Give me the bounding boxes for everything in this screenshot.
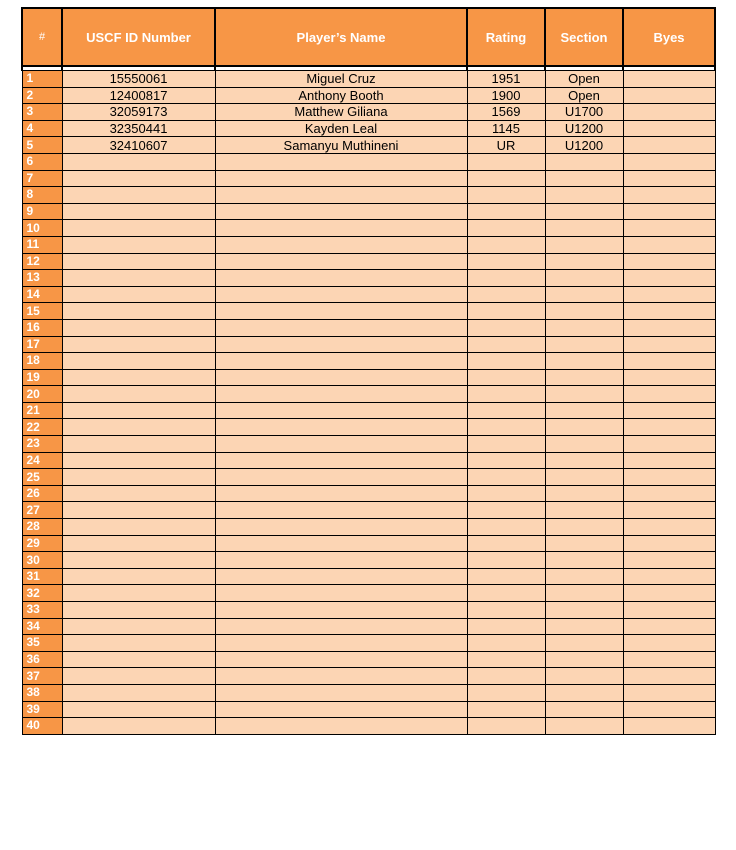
table-row [22,153,715,170]
byes-cell [623,369,715,386]
byes-cell [623,502,715,519]
table-body [22,71,715,735]
uscf-id-cell [62,701,215,718]
uscf-id-cell [62,419,215,436]
section-cell [545,519,623,536]
rating-cell [467,684,545,701]
uscf-id-cell [62,270,215,287]
player-name-cell [215,485,467,502]
column-header-section: Section [545,8,623,66]
uscf-id-cell [62,203,215,220]
uscf-id-cell [62,402,215,419]
uscf-id-cell [62,618,215,635]
uscf-id-cell [62,668,215,685]
column-header-rating: Rating [467,8,545,66]
table-row [22,585,715,602]
section-cell [545,535,623,552]
table-row [22,519,715,536]
section-cell [545,303,623,320]
section-cell [545,668,623,685]
byes-cell [623,236,715,253]
uscf-id-cell: 15550061 [62,71,215,88]
byes-cell [623,684,715,701]
rating-cell [467,635,545,652]
byes-cell [623,336,715,353]
player-name-cell [215,684,467,701]
uscf-id-cell [62,369,215,386]
row-number-cell: 4 [22,120,62,137]
byes-cell [623,170,715,187]
rating-cell [467,701,545,718]
player-name-cell [215,319,467,336]
uscf-id-cell [62,502,215,519]
table-row [22,336,715,353]
section-cell [545,502,623,519]
uscf-id-cell [62,236,215,253]
table-row [22,684,715,701]
uscf-id-cell [62,535,215,552]
row-number-cell: 7 [22,170,62,187]
row-number-cell: 28 [22,519,62,536]
table-row [22,419,715,436]
rating-cell [467,419,545,436]
row-number-cell: 20 [22,386,62,403]
byes-cell [623,319,715,336]
player-name-cell [215,602,467,619]
section-cell [545,336,623,353]
row-number-cell: 1 [22,71,62,88]
byes-cell [623,668,715,685]
row-number-cell: 39 [22,701,62,718]
byes-cell [623,602,715,619]
row-number-cell: 8 [22,187,62,204]
row-number-cell: 33 [22,602,62,619]
row-number-cell: 12 [22,253,62,270]
player-name-cell [215,236,467,253]
player-name-cell [215,502,467,519]
table-row [22,220,715,237]
uscf-id-cell [62,353,215,370]
table-header [22,8,715,71]
row-number-cell: 18 [22,353,62,370]
table-row [22,668,715,685]
byes-cell [623,153,715,170]
row-number-cell: 2 [22,87,62,104]
byes-cell [623,585,715,602]
rating-cell: 1951 [467,71,545,88]
byes-cell [623,469,715,486]
table-row [22,319,715,336]
uscf-id-cell: 32350441 [62,120,215,137]
player-name-cell: Miguel Cruz [215,71,467,88]
row-number-cell: 10 [22,220,62,237]
player-name-cell [215,701,467,718]
rating-cell [467,568,545,585]
byes-cell [623,203,715,220]
table-row [22,552,715,569]
rating-cell [467,585,545,602]
section-cell [545,602,623,619]
player-name-cell [215,220,467,237]
byes-cell [623,436,715,453]
player-name-cell [215,651,467,668]
uscf-id-cell [62,718,215,735]
row-number-cell: 40 [22,718,62,735]
player-name-cell [215,353,467,370]
player-name-cell [215,585,467,602]
rating-cell [467,170,545,187]
player-name-cell [215,270,467,287]
player-name-cell [215,718,467,735]
table-row [22,137,715,154]
rating-cell [467,286,545,303]
rating-cell [467,253,545,270]
row-number-cell: 32 [22,585,62,602]
row-number-cell: 3 [22,104,62,121]
table-row [22,568,715,585]
section-cell [545,319,623,336]
table-row [22,402,715,419]
uscf-id-cell [62,319,215,336]
rating-cell [467,386,545,403]
header-row [22,8,715,66]
row-number-cell: 24 [22,452,62,469]
section-cell [545,353,623,370]
uscf-id-cell [62,386,215,403]
byes-cell [623,519,715,536]
byes-cell [623,718,715,735]
byes-cell [623,104,715,121]
section-cell [545,701,623,718]
section-cell [545,236,623,253]
rating-cell: 1569 [467,104,545,121]
rating-cell [467,502,545,519]
uscf-id-cell [62,436,215,453]
table-row [22,369,715,386]
section-cell: Open [545,71,623,88]
player-name-cell [215,303,467,320]
uscf-id-cell [62,485,215,502]
player-name-cell [215,469,467,486]
uscf-id-cell [62,635,215,652]
section-cell: Open [545,87,623,104]
byes-cell [623,552,715,569]
row-number-cell: 21 [22,402,62,419]
player-name-cell: Samanyu Muthineni [215,137,467,154]
rating-cell [467,618,545,635]
table-row [22,104,715,121]
rating-cell [467,220,545,237]
uscf-id-cell [62,286,215,303]
rating-cell [467,402,545,419]
row-number-cell: 38 [22,684,62,701]
row-number-cell: 14 [22,286,62,303]
table-row [22,436,715,453]
rating-cell [467,236,545,253]
player-name-cell [215,668,467,685]
row-number-cell: 37 [22,668,62,685]
row-number-cell: 17 [22,336,62,353]
section-cell [545,552,623,569]
rating-cell [467,369,545,386]
uscf-id-cell [62,187,215,204]
row-number-cell: 36 [22,651,62,668]
uscf-id-cell [62,519,215,536]
section-cell [545,187,623,204]
uscf-id-cell [62,153,215,170]
row-number-cell: 34 [22,618,62,635]
row-number-cell: 5 [22,137,62,154]
player-name-cell [215,187,467,204]
table-row [22,236,715,253]
section-cell [545,253,623,270]
section-cell [545,369,623,386]
player-name-cell: Matthew Giliana [215,104,467,121]
uscf-id-cell: 12400817 [62,87,215,104]
section-cell [545,436,623,453]
table-row [22,303,715,320]
row-number-cell: 11 [22,236,62,253]
byes-cell [623,187,715,204]
row-number-cell: 6 [22,153,62,170]
player-name-cell [215,635,467,652]
table-row [22,353,715,370]
player-name-cell [215,436,467,453]
player-name-cell [215,336,467,353]
section-cell [545,452,623,469]
byes-cell [623,452,715,469]
uscf-id-cell [62,552,215,569]
uscf-id-cell [62,303,215,320]
rating-cell [467,469,545,486]
uscf-id-cell [62,568,215,585]
table-row [22,71,715,88]
table-row [22,253,715,270]
player-name-cell [215,519,467,536]
rating-cell [467,319,545,336]
table-row [22,635,715,652]
row-number-cell: 16 [22,319,62,336]
section-cell [545,402,623,419]
table-row [22,386,715,403]
table-row [22,651,715,668]
player-name-cell [215,369,467,386]
rating-cell [467,353,545,370]
table-row [22,452,715,469]
section-cell [545,419,623,436]
section-cell [545,386,623,403]
uscf-id-cell [62,602,215,619]
section-cell [545,153,623,170]
byes-cell [623,618,715,635]
player-name-cell [215,452,467,469]
section-cell [545,651,623,668]
row-number-cell: 15 [22,303,62,320]
section-cell: U1200 [545,137,623,154]
row-number-cell: 27 [22,502,62,519]
table-row [22,701,715,718]
column-header-byes: Byes [623,8,715,66]
rating-cell [467,602,545,619]
rating-cell: 1145 [467,120,545,137]
byes-cell [623,701,715,718]
table-row [22,286,715,303]
rating-cell: UR [467,137,545,154]
section-cell [545,618,623,635]
rating-cell [467,270,545,287]
section-cell [545,469,623,486]
uscf-id-cell [62,684,215,701]
byes-cell [623,419,715,436]
byes-cell [623,120,715,137]
byes-cell [623,303,715,320]
row-number-cell: 22 [22,419,62,436]
rating-cell [467,187,545,204]
uscf-id-cell [62,170,215,187]
table-row [22,203,715,220]
section-cell: U1200 [545,120,623,137]
player-name-cell [215,203,467,220]
byes-cell [623,535,715,552]
player-name-cell [215,170,467,187]
table-row [22,270,715,287]
player-name-cell: Anthony Booth [215,87,467,104]
table-row [22,502,715,519]
section-cell [545,220,623,237]
table-row [22,120,715,137]
table-row [22,618,715,635]
row-number-cell: 25 [22,469,62,486]
rating-cell [467,535,545,552]
uscf-id-cell [62,220,215,237]
row-number-cell: 9 [22,203,62,220]
byes-cell [623,137,715,154]
uscf-id-cell [62,651,215,668]
rating-cell [467,203,545,220]
column-header-number: # [22,8,62,66]
uscf-id-cell: 32059173 [62,104,215,121]
rating-cell [467,668,545,685]
player-name-cell [215,568,467,585]
player-name-cell [215,386,467,403]
byes-cell [623,353,715,370]
byes-cell [623,402,715,419]
section-cell [545,568,623,585]
player-name-cell [215,535,467,552]
section-cell [545,684,623,701]
section-cell [545,635,623,652]
section-cell [545,270,623,287]
byes-cell [623,286,715,303]
column-header-uscf-id: USCF ID Number [62,8,215,66]
uscf-id-cell [62,585,215,602]
rating-cell [467,336,545,353]
column-header-player-name: Player’s Name [215,8,467,66]
row-number-cell: 30 [22,552,62,569]
byes-cell [623,71,715,88]
player-name-cell [215,419,467,436]
rating-cell [467,718,545,735]
table-row [22,187,715,204]
player-roster-table [21,7,716,735]
row-number-cell: 26 [22,485,62,502]
section-cell: U1700 [545,104,623,121]
uscf-id-cell [62,253,215,270]
row-number-cell: 31 [22,568,62,585]
table-row [22,718,715,735]
row-number-cell: 23 [22,436,62,453]
table-row [22,535,715,552]
byes-cell [623,220,715,237]
rating-cell [467,552,545,569]
byes-cell [623,253,715,270]
rating-cell [467,436,545,453]
uscf-id-cell [62,452,215,469]
table-row [22,87,715,104]
player-name-cell [215,153,467,170]
table-row [22,602,715,619]
uscf-id-cell [62,469,215,486]
uscf-id-cell: 32410607 [62,137,215,154]
row-number-cell: 19 [22,369,62,386]
rating-cell [467,519,545,536]
player-name-cell [215,402,467,419]
section-cell [545,485,623,502]
row-number-cell: 13 [22,270,62,287]
section-cell [545,170,623,187]
player-name-cell [215,618,467,635]
section-cell [545,286,623,303]
player-name-cell [215,253,467,270]
byes-cell [623,485,715,502]
rating-cell [467,485,545,502]
byes-cell [623,635,715,652]
table-row [22,469,715,486]
player-name-cell [215,552,467,569]
byes-cell [623,651,715,668]
byes-cell [623,87,715,104]
rating-cell [467,452,545,469]
byes-cell [623,568,715,585]
row-number-cell: 35 [22,635,62,652]
byes-cell [623,386,715,403]
rating-cell [467,303,545,320]
section-cell [545,203,623,220]
rating-cell [467,651,545,668]
table-row [22,170,715,187]
row-number-cell: 29 [22,535,62,552]
player-name-cell [215,286,467,303]
player-name-cell: Kayden Leal [215,120,467,137]
section-cell [545,718,623,735]
rating-cell: 1900 [467,87,545,104]
byes-cell [623,270,715,287]
table-row [22,485,715,502]
uscf-id-cell [62,336,215,353]
rating-cell [467,153,545,170]
section-cell [545,585,623,602]
